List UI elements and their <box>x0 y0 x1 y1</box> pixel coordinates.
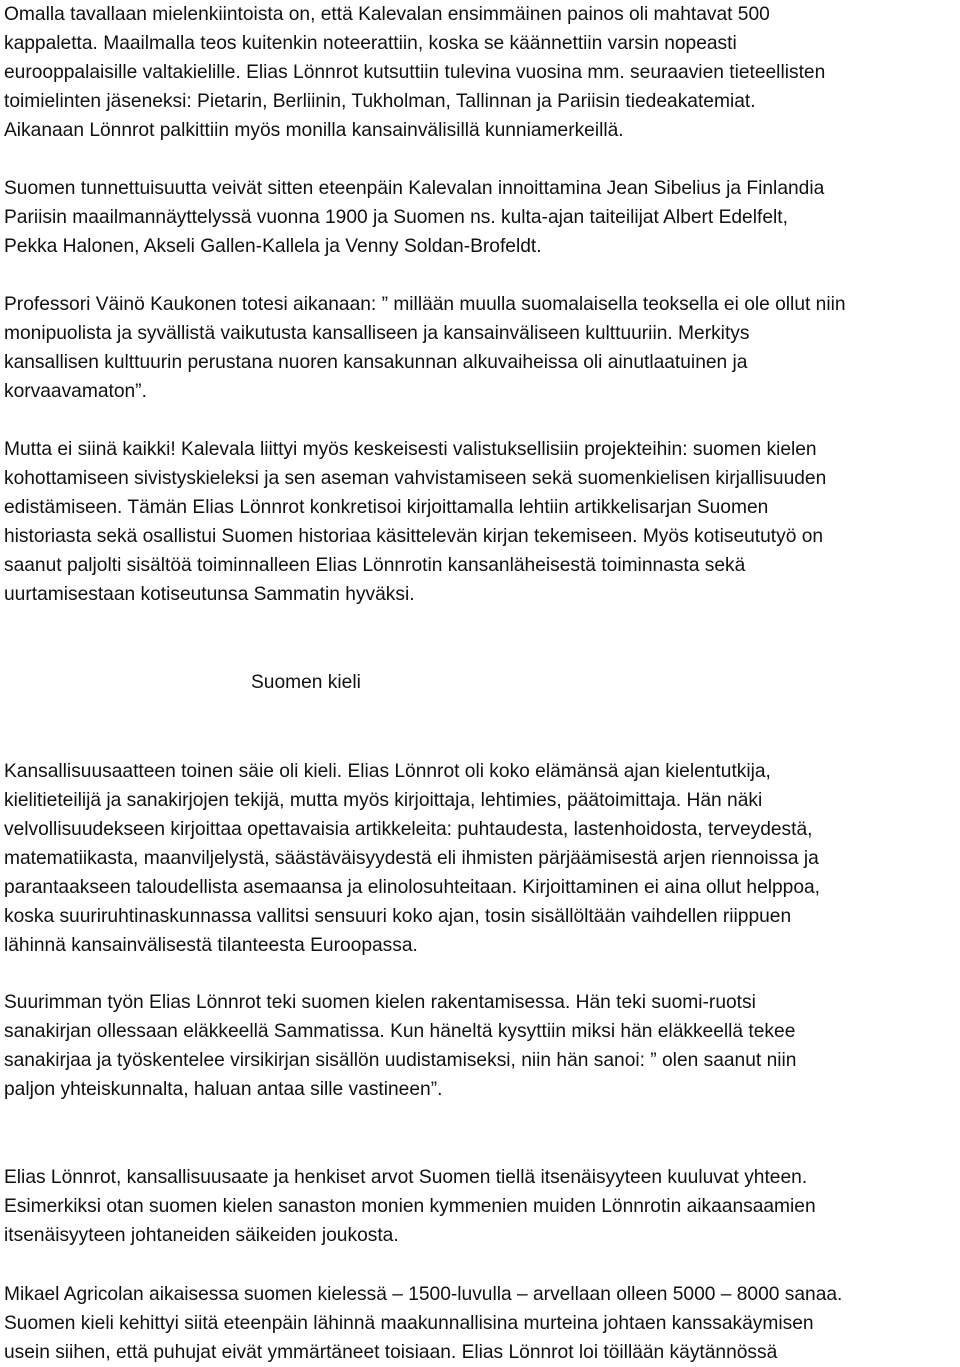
text-line: saanut paljolti sisältöä toiminnalleen Elias Lönnrotin kansanläheisestä toiminnasta sekä <box>4 555 746 576</box>
text-line: Mutta ei siinä kaikki! Kalevala liittyi myös keskeisesti valistuksellisiin projekteihin: suomen kielen <box>4 439 817 460</box>
text-line: itsenäisyyteen johtaneiden säikeiden joukosta. <box>4 1225 399 1246</box>
paragraph-sibelius-finlandia <box>4 174 824 261</box>
paragraph-language-strand <box>4 757 820 960</box>
text-line: Suurimman työn Elias Lönnrot teki suomen kielen rakentamisessa. Hän teki suomi-ruotsi <box>4 992 756 1013</box>
text-line: uurtamisestaan kotiseutunsa Sammatin hyväksi. <box>4 584 415 605</box>
section-heading: Suomen kieli <box>251 672 361 693</box>
text-line: sanakirjan ollessaan eläkkeellä Sammatissa. Kun häneltä kysyttiin miksi hän eläkkeellä tekee <box>4 1021 796 1042</box>
paragraph-enlightenment-projects <box>4 435 826 609</box>
text-line: historiasta sekä osallistui Suomen historiaa käsittelevän kirjan tekemiseen. Myös kotiseututyö on <box>4 526 824 547</box>
text-line: kielitieteilijä ja sanakirjojen tekijä, mutta myös kirjoittaja, lehtimies, päätoimittaja. Hän näki <box>4 790 763 811</box>
text-line: monipuolista ja syvällistä vaikutusta kansalliseen ja kansainväliseen kulttuuriin. Merkitys <box>4 323 750 344</box>
paragraph-dictionary-work <box>4 988 796 1104</box>
text-line: Esimerkiksi otan suomen kielen sanaston monien kymmenien muiden Lönnrotin aikaansaamien <box>4 1196 816 1217</box>
text-line: Aikanaan Lönnrot palkittiin myös monilla kansainvälisillä kunniamerkeillä. <box>4 120 624 141</box>
text-line: edistämiseen. Tämän Elias Lönnrot konkretisoi kirjoittamalla lehtiin artikkelisarjan Suomen <box>4 497 769 518</box>
text-line: koska suuriruhtinaskunnassa vallitsi sensuuri koko ajan, tosin sisällöltään vaihdellen riippuen <box>4 906 792 927</box>
text-line: kansallisen kulttuurin perustana nuoren kansakunnan alkuvaiheissa oli ainutlaatuinen ja <box>4 352 748 373</box>
text-line: lähinnä kansainvälisestä tilanteesta Euroopassa. <box>4 935 418 956</box>
text-line: usein siihen, että puhujat eivät ymmärtäneet toisiaan. Elias Lönnrot loi töillään käytännössä <box>4 1342 778 1363</box>
text-line: Elias Lönnrot, kansallisuusaate ja henkiset arvot Suomen tiellä itsenäisyyteen kuuluvat yhteen. <box>4 1167 808 1188</box>
text-line: paljon yhteiskunnalta, haluan antaa sille vastineen”. <box>4 1079 443 1100</box>
text-line: Professori Väinö Kaukonen totesi aikanaan: ” millään muulla suomalaisella teoksella ei ole ollut niin <box>4 294 846 315</box>
text-line: Suomen tunnettuisuutta veivät sitten eteenpäin Kalevalan innoittamina Jean Sibelius ja Finlandia <box>4 178 825 199</box>
paragraph-agricola-vocabulary <box>4 1280 842 1367</box>
text-line: Mikael Agricolan aikaisessa suomen kielessä – 1500-luvulla – arvellaan olleen 5000 – 8000 sanaa. <box>4 1284 843 1305</box>
paragraph-kalevala-first-edition <box>4 0 825 145</box>
paragraph-independence-values <box>4 1163 816 1250</box>
text-line: velvollisuudekseen kirjoittaa opettavaisia artikkeleita: puhtaudesta, lastenhoidosta, terveydestä, <box>4 819 813 840</box>
paragraph-kaukonen-quote <box>4 290 846 406</box>
text-line: kappaletta. Maailmalla teos kuitenkin noteerattiin, koska se käännettiin varsin nopeasti <box>4 33 737 54</box>
text-line: Omalla tavallaan mielenkiintoista on, että Kalevalan ensimmäinen painos oli mahtavat 500 <box>4 4 770 25</box>
text-line: korvaavamaton”. <box>4 381 147 402</box>
text-line: eurooppalaisille valtakielille. Elias Lönnrot kutsuttiin tulevina vuosina mm. seuraavien tieteellisten <box>4 62 826 83</box>
text-line: Pariisin maailmannäyttelyssä vuonna 1900 ja Suomen ns. kulta-ajan taiteilijat Albert Edelfelt, <box>4 207 788 228</box>
text-line: matematiikasta, maanviljelystä, säästäväisyydestä eli ihmisten pärjäämisestä arjen riennoissa ja <box>4 848 819 869</box>
text-line: Suomen kieli kehittyi siitä eteenpäin lähinnä maakunnallisina murteina johtaen kanssakäymisen <box>4 1313 814 1334</box>
text-line: Pekka Halonen, Akseli Gallen-Kallela ja Venny Soldan-Brofeldt. <box>4 236 542 257</box>
text-line: Kansallisuusaatteen toinen säie oli kieli. Elias Lönnrot oli koko elämänsä ajan kielentutkija, <box>4 761 771 782</box>
text-line: sanakirjaa ja työskentelee virsikirjan sisällön uudistamiseksi, niin hän sanoi: ” olen saanut niin <box>4 1050 797 1071</box>
text-line: parantaakseen taloudellista asemaansa ja elinolosuhteitaan. Kirjoittaminen ei aina ollut helppoa, <box>4 877 821 898</box>
text-line: kohottamiseen sivistyskieleksi ja sen aseman vahvistamiseen sekä suomenkielisen kirjallisuuden <box>4 468 827 489</box>
text-line: toimielinten jäseneksi: Pietarin, Berliinin, Tukholman, Tallinnan ja Pariisin tiedeakatemiat. <box>4 91 756 112</box>
